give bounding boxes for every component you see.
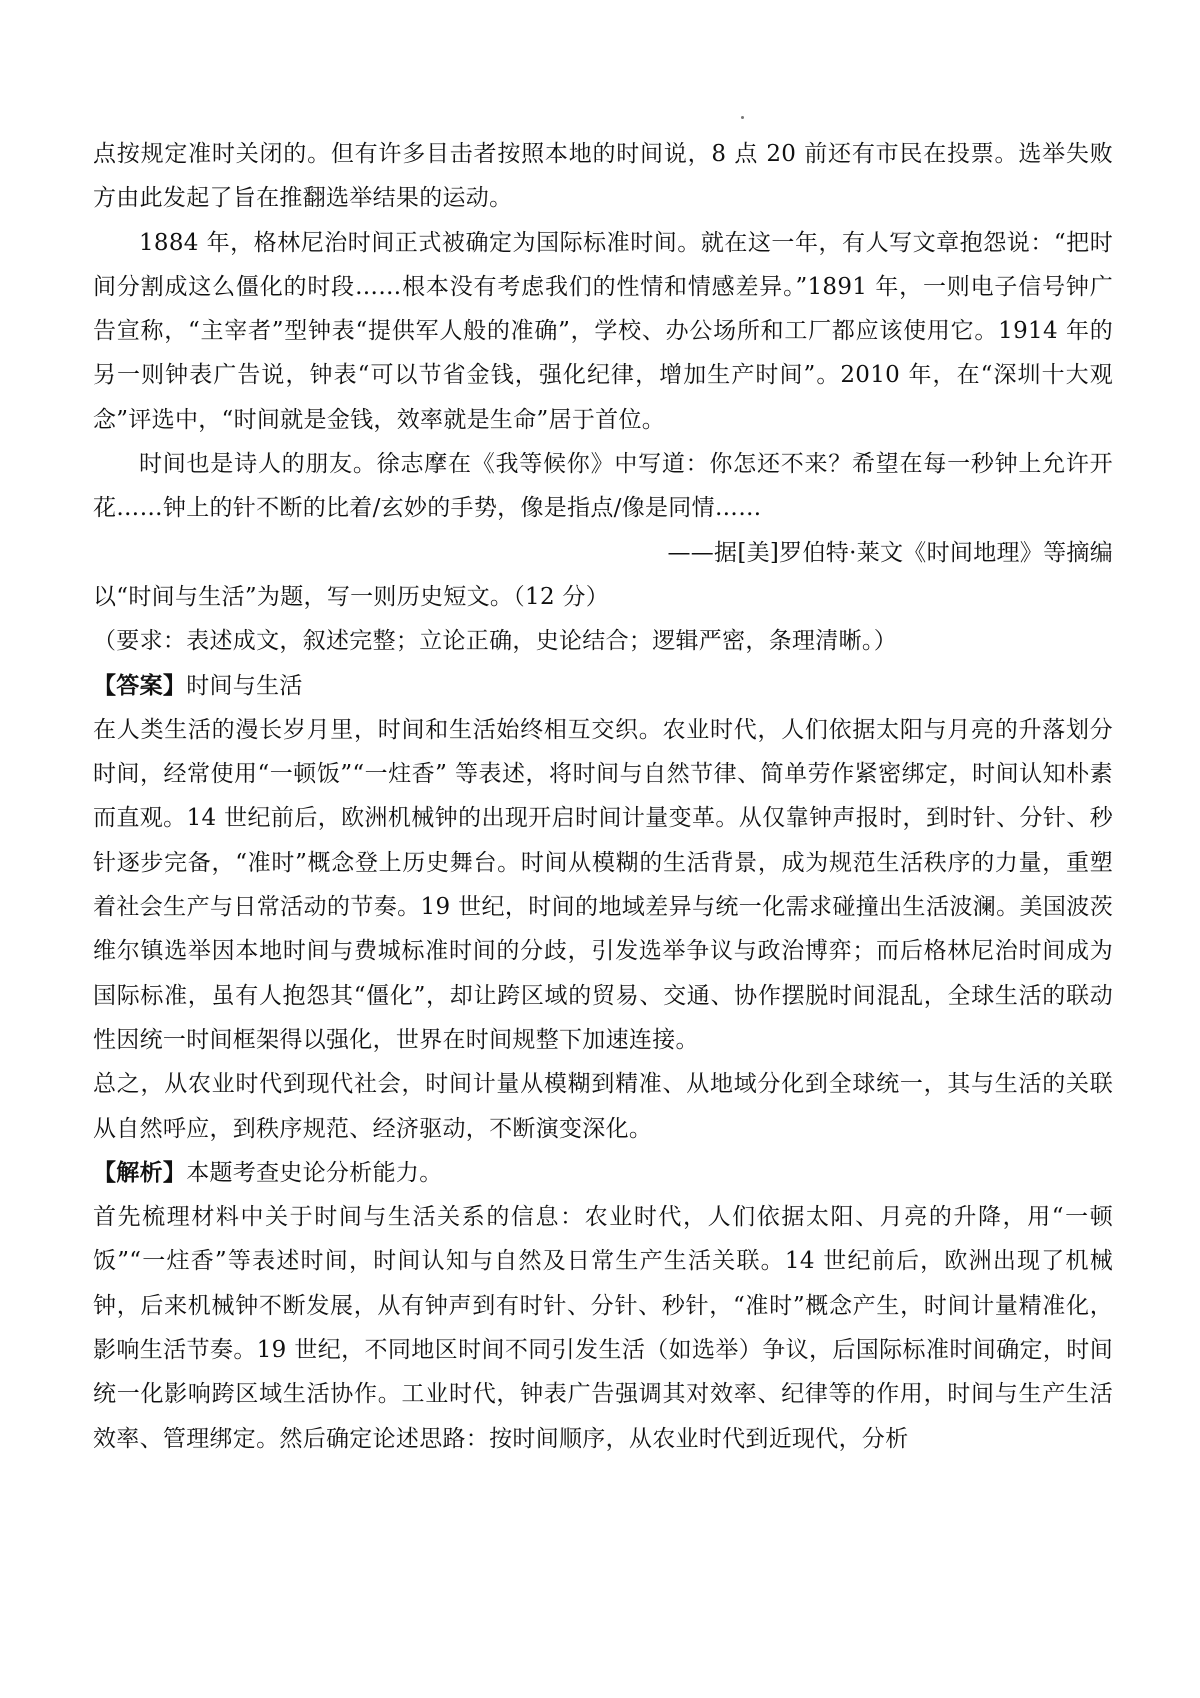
material-paragraph-1: 点按规定准时关闭的。但有许多目击者按照本地的时间说，8 点 20 前还有市民在投票。选举失败方由此发起了旨在推翻选举结果的运动。	[93, 141, 1113, 212]
material-paragraph-3: 时间也是诗人的朋友。徐志摩在《我等候你》中写道：你怎还不来？希望在每一秒钟上允许开花……钟上的针不断的比着/玄妙的手势，像是指点/像是同情……	[93, 451, 1113, 522]
answer-label: 【答案】	[93, 671, 187, 699]
answer-body-1: 在人类生活的漫长岁月里，时间和生活始终相互交织。农业时代，人们依据太阳与月亮的升落划分时间，经常使用“一顿饭”“一炷香” 等表述，将时间与自然节律、简单劳作紧密绑定，时间认知朴素而直观。14 世纪前后，欧洲机械钟的出现开启时间计量变革。从仅靠钟声报时，到时针、分针、秒针逐步完备，“准时”概念登上历史舞台。时间从模糊的生活背景，成为规范生活秩序的力量，重塑着社会生产与日常活动的节奏。19 世纪，时间的地域差异与统一化需求碰撞出生活波澜。美国波茨维尔镇选举因本地时间与费城标准时间的分歧，引发选举争议与政治博弈；而后格林尼治时间成为国际标准，虽有人抱怨其“僵化”，却让跨区域的贸易、交通、协作摆脱时间混乱，全球生活的联动性因统一时间框架得以强化，世界在时间规整下加速连接。	[93, 716, 1113, 1053]
question-prompt: 以“时间与生活”为题，写一则历史短文。（12 分）	[93, 583, 610, 610]
answer-heading	[93, 664, 1113, 708]
analysis-body: 首先梳理材料中关于时间与生活关系的信息：农业时代，人们依据太阳、月亮的升降，用“一顿饭”“一炷香”等表述时间，时间认知与自然及日常生产生活关联。14 世纪前后，欧洲出现了机械钟，后来机械钟不断发展，从有钟声到有时针、分针、秒针，“准时”概念产生，时间计量精准化，影响生活节奏。19 世纪，不同地区时间不同引发生活（如选举）争议，后国际标准时间确定，时间统一化影响跨区域生活协作。工业时代，钟表广告强调其对效率、纪律等的作用，时间与生产生活效率、管理绑定。然后确定论述思路：按时间顺序，从农业时代到近现代，分析	[93, 1204, 1113, 1452]
document-page	[93, 132, 1113, 1461]
analysis-heading	[93, 1151, 1113, 1195]
analysis-label: 【解析】	[93, 1158, 187, 1186]
source-citation: ——据[美]罗伯特·莱文《时间地理》等摘编	[667, 539, 1113, 566]
question-requirements: （要求：表述成文，叙述完整；立论正确，史论结合；逻辑严密，条理清晰。）	[93, 628, 897, 655]
answer-title: 时间与生活	[186, 672, 303, 699]
analysis-intro: 本题考查史论分析能力。	[186, 1159, 443, 1186]
answer-body-2: 总之，从农业时代到现代社会，时间计量从模糊到精准、从地域分化到全球统一，其与生活的关联从自然呼应，到秩序规范、经济驱动，不断演变深化。	[93, 1071, 1113, 1142]
material-paragraph-2: 1884 年，格林尼治时间正式被确定为国际标准时间。就在这一年，有人写文章抱怨说：“把时间分割成这么僵化的时段……根本没有考虑我们的性情和情感差异。”1891 年，一则电子信号钟广告宣称，“主宰者”型钟表“提供军人般的准确”，学校、办公场所和工厂都应该使用它。1914 年的另一则钟表广告说，钟表“可以节省金钱，强化纪律，增加生产时间”。2010 年，在“深圳十大观念”评选中，“时间就是金钱，效率就是生命”居于首位。	[93, 229, 1113, 433]
scan-speck	[741, 116, 744, 119]
